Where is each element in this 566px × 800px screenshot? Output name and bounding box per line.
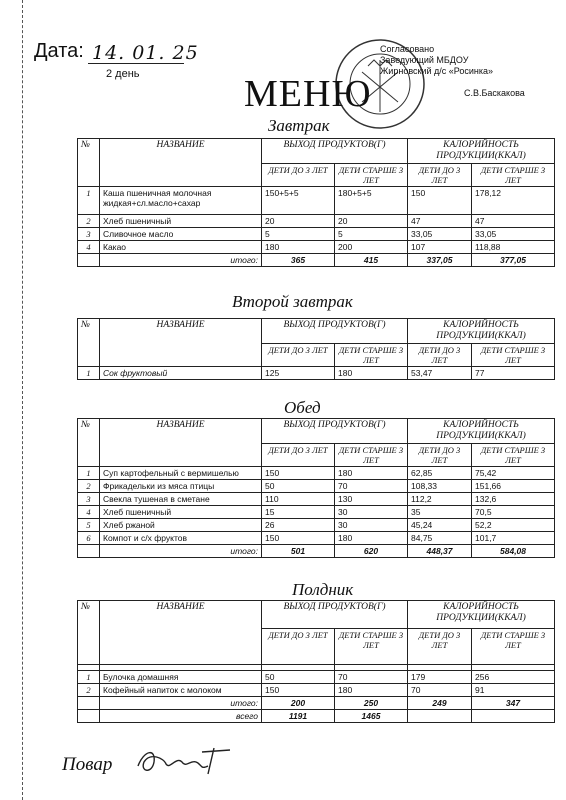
day-label: 2 день	[106, 68, 140, 80]
table-row: 1 Булочка домашняя 50 70 179 256	[78, 671, 555, 684]
lunch-table	[77, 418, 555, 558]
col-calories: КАЛОРИЙНОСТЬ ПРОДУКЦИИ(ККАЛ)	[408, 319, 555, 344]
col-age1: ДЕТИ ДО 3 ЛЕТ	[262, 164, 335, 187]
col-output: ВЫХОД ПРОДУКТОВ(Г)	[262, 319, 408, 344]
second-breakfast-table	[77, 318, 555, 380]
col-num: №	[78, 601, 100, 665]
col-age2: ДЕТИ СТАРШЕ 3 ЛЕТ	[472, 344, 555, 367]
approval-line: Заведующий МБДОУ	[380, 55, 469, 65]
table-row: 1 Сок фруктовый 125 180 53,47 77	[78, 367, 555, 380]
col-name: НАЗВАНИЕ	[100, 139, 262, 187]
col-num: №	[78, 319, 100, 367]
section-title-second-breakfast: Второй завтрак	[232, 292, 353, 311]
col-age2: ДЕТИ СТАРШЕ 3 ЛЕТ	[472, 444, 555, 467]
col-name: НАЗВАНИЕ	[100, 419, 262, 467]
table-row: 2 Хлеб пшеничный 20 20 47 47	[78, 215, 555, 228]
table-row: 1 Каша пшеничная молочная жидкая+сл.масло+сахар 150+5+5 180+5+5 150 178,12	[78, 187, 555, 215]
section-title-lunch: Обед	[284, 398, 321, 417]
col-age2: ДЕТИ СТАРШЕ 3 ЛЕТ	[472, 164, 555, 187]
table-row: 2 Фрикадельки из мяса птицы 50 70 108,33 151,66	[78, 480, 555, 493]
total-row: итого: 200 250 249 347	[78, 697, 555, 710]
date-value: 14. 01. 25	[92, 42, 199, 64]
col-age1: ДЕТИ ДО 3 ЛЕТ	[408, 164, 472, 187]
col-num: №	[78, 139, 100, 187]
col-age1: ДЕТИ ДО 3 ЛЕТ	[408, 629, 472, 665]
col-calories: КАЛОРИЙНОСТЬ ПРОДУКЦИИ(ККАЛ)	[408, 601, 555, 629]
col-age2: ДЕТИ СТАРШЕ 3 ЛЕТ	[335, 444, 408, 467]
grand-total-row: всего 1191 1465	[78, 710, 555, 723]
total-row: итого: 365 415 337,05 377,05	[78, 254, 555, 267]
date-underline	[88, 63, 184, 64]
page-border	[22, 0, 23, 800]
breakfast-table	[77, 138, 555, 267]
col-num: №	[78, 419, 100, 467]
col-age2: ДЕТИ СТАРШЕ 3 ЛЕТ	[335, 164, 408, 187]
date-label: Дата:	[34, 40, 84, 62]
col-calories: КАЛОРИЙНОСТЬ ПРОДУКЦИИ(ККАЛ)	[408, 419, 555, 444]
table-row: 4 Какао 180 200 107 118,88	[78, 241, 555, 254]
section-title-afternoon-snack: Полдник	[292, 580, 354, 599]
afternoon-snack-table	[77, 600, 555, 723]
col-age1: ДЕТИ ДО 3 ЛЕТ	[408, 344, 472, 367]
col-age1: ДЕТИ ДО 3 ЛЕТ	[262, 444, 335, 467]
col-age2: ДЕТИ СТАРШЕ 3 ЛЕТ	[335, 344, 408, 367]
col-age1: ДЕТИ ДО 3 ЛЕТ	[262, 629, 335, 665]
col-output: ВЫХОД ПРОДУКТОВ(Г)	[262, 419, 408, 444]
table-row: 4 Хлеб пшеничный 15 30 35 70,5	[78, 506, 555, 519]
col-calories: КАЛОРИЙНОСТЬ ПРОДУКЦИИ(ККАЛ)	[408, 139, 555, 164]
approval-name: С.В.Баскакова	[464, 88, 525, 98]
approval-line: Жирновский д/с «Росинка»	[380, 66, 494, 76]
table-row: 3 Сливочное масло 5 5 33,05 33,05	[78, 228, 555, 241]
cook-signature	[130, 740, 250, 780]
col-age2: ДЕТИ СТАРШЕ 3 ЛЕТ	[472, 629, 555, 665]
table-row: 3 Свекла тушеная в сметане 110 130 112,2 132,6	[78, 493, 555, 506]
section-title-breakfast: Завтрак	[268, 116, 330, 135]
col-output: ВЫХОД ПРОДУКТОВ(Г)	[262, 601, 408, 629]
page-title: МЕНЮ	[244, 73, 372, 115]
col-name: НАЗВАНИЕ	[100, 319, 262, 367]
cook-label: Повар	[62, 754, 113, 775]
table-row: 6 Компот и с/х фруктов 150 180 84,75 101,7	[78, 532, 555, 545]
table-row: 2 Кофейный напиток с молоком 150 180 70 91	[78, 684, 555, 697]
col-age1: ДЕТИ ДО 3 ЛЕТ	[408, 444, 472, 467]
approval-line: Согласовано	[380, 44, 435, 54]
table-row: 5 Хлеб ржаной 26 30 45,24 52,2	[78, 519, 555, 532]
col-age1: ДЕТИ ДО 3 ЛЕТ	[262, 344, 335, 367]
col-age2: ДЕТИ СТАРШЕ 3 ЛЕТ	[335, 629, 408, 665]
col-output: ВЫХОД ПРОДУКТОВ(Г)	[262, 139, 408, 164]
table-row: 1 Суп картофельный с вермишелью 150 180 62,85 75,42	[78, 467, 555, 480]
total-row: итого: 501 620 448,37 584,08	[78, 545, 555, 558]
col-name: НАЗВАНИЕ	[100, 601, 262, 665]
approval-block	[380, 44, 493, 77]
